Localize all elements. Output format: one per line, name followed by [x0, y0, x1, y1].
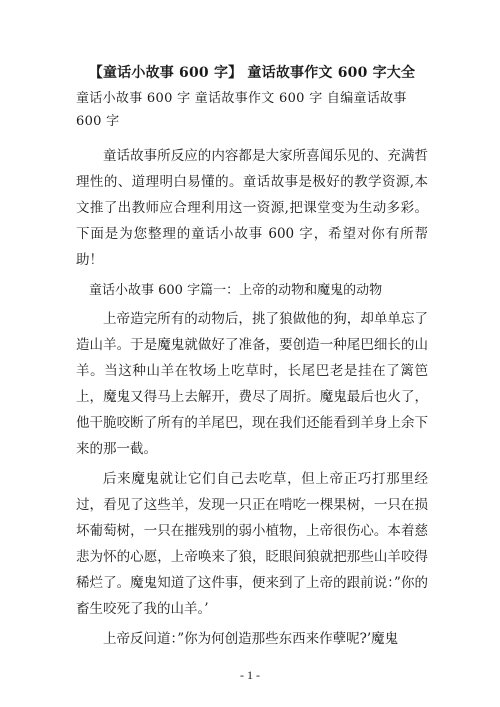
section-heading: 童话小故事 600 字篇一：上帝的动物和魔鬼的动物 — [89, 283, 383, 298]
story-paragraph-3: 上帝反问道：”你为何创造那些东西来作孽呢?’魔鬼 — [103, 631, 399, 647]
document-title: 【童话小故事 600 字】 童话故事作文 600 字大全 — [88, 65, 416, 81]
page-number: - 1 - — [240, 668, 260, 682]
document-page — [76, 62, 428, 656]
story-paragraph-1: 上帝造完所有的动物后，挑了狼做他的狗，却单单忘了造山羊。于是魔鬼就做好了准备，要创造一种尾巴细长的山羊。当这种山羊在牧场上吃草时，长尾巴老是挂在了篱笆上，魔鬼又得马上去解开，费尽了周折。魔鬼最后也火了，他干脆咬断了所有的羊尾巴，现在我们还能看到羊身上余下来的那一截。 — [76, 311, 428, 457]
keywords-line: 童话小故事 600 字 童话故事作文 600 字 自编童话故事 600 字 — [76, 91, 407, 129]
intro-paragraph: 童话故事所反应的内容都是大家所喜闻乐见的、充满哲理性的、道理明白易懂的。童话故事是极好的教学资源,本文推了出教师应合理利用这一资源,把课堂变为生动多彩。下面是为您整理的童话小故事 600 字，希望对你有所帮助！ — [76, 148, 428, 268]
story-paragraph-2: 后来魔鬼就让它们自己去吃草，但上帝正巧打那里经过，看见了这些羊，发现一只正在啃吃一棵果树，一只在损坏葡萄树，一只在摧残别的弱小植物，上帝很伤心。本着慈悲为怀的心愿，上帝唤来了狼，眨眼间狼就把那些山羊咬得稀烂了。魔鬼知道了这件事，便来到了上帝的跟前说：”你的畜生咬死了我的山羊。’ — [76, 471, 428, 617]
